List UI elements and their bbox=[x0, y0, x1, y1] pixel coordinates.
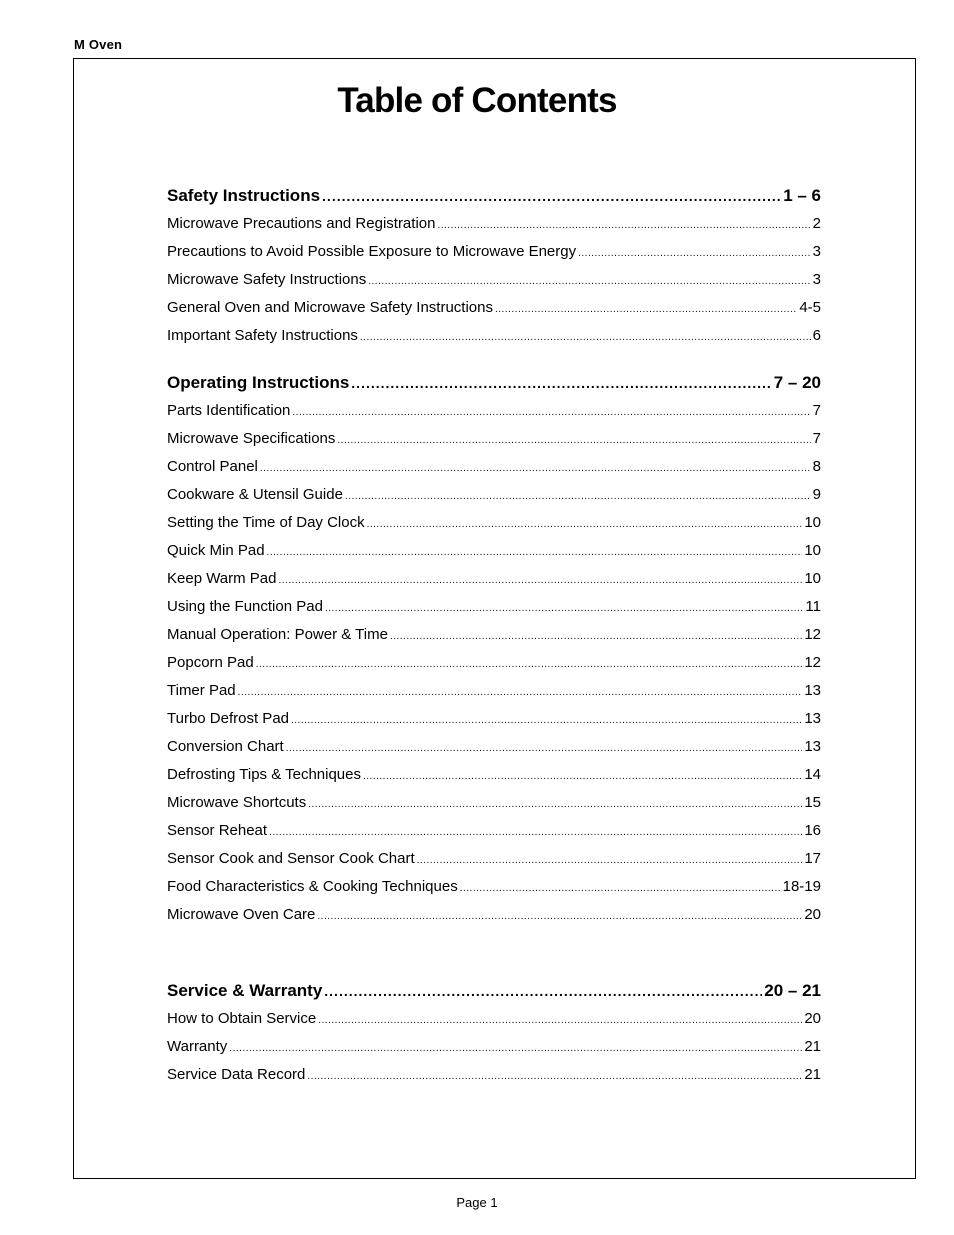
toc-entry-page: 10 bbox=[804, 570, 821, 587]
toc-entry-label: Timer Pad bbox=[167, 682, 236, 699]
dot-leader bbox=[495, 296, 797, 324]
toc-entry-label: Microwave Oven Care bbox=[167, 906, 316, 923]
toc-entry-label: Conversion Chart bbox=[167, 738, 284, 755]
dot-leader bbox=[308, 791, 802, 819]
toc-entry-label: Parts Identification bbox=[167, 402, 291, 419]
toc-entry[interactable] bbox=[167, 453, 821, 481]
toc-entry[interactable] bbox=[167, 266, 821, 294]
toc-entry[interactable] bbox=[167, 873, 821, 901]
dot-leader bbox=[256, 651, 803, 679]
toc-entry[interactable] bbox=[167, 425, 821, 453]
toc-entry-label: General Oven and Microwave Safety Instructions bbox=[167, 299, 493, 316]
dot-leader bbox=[363, 763, 802, 791]
toc-section-operating bbox=[167, 369, 821, 929]
toc-heading-label: Safety Instructions bbox=[167, 186, 321, 205]
toc-heading[interactable] bbox=[167, 182, 821, 210]
dot-leader bbox=[351, 369, 771, 397]
toc-entry[interactable] bbox=[167, 537, 821, 565]
toc-entry[interactable] bbox=[167, 294, 821, 322]
toc-entry-label: Cookware & Utensil Guide bbox=[167, 486, 343, 503]
toc-entry-page: 13 bbox=[804, 710, 821, 727]
dot-leader bbox=[307, 1063, 802, 1091]
dot-leader bbox=[324, 977, 762, 1005]
toc-entry[interactable] bbox=[167, 733, 821, 761]
toc-entry-label: Microwave Shortcuts bbox=[167, 794, 307, 811]
toc-entry-page: 20 bbox=[804, 1010, 821, 1027]
toc-entry-label: Keep Warm Pad bbox=[167, 570, 277, 587]
toc-entry[interactable] bbox=[167, 817, 821, 845]
toc-entry-label: Warranty bbox=[167, 1038, 228, 1055]
dot-leader bbox=[345, 483, 811, 511]
toc-entry-page: 14 bbox=[804, 766, 821, 783]
toc-entry-page: 3 bbox=[812, 271, 821, 288]
toc-entry[interactable] bbox=[167, 322, 821, 350]
toc-entry-label: How to Obtain Service bbox=[167, 1010, 317, 1027]
page-title: Table of Contents bbox=[337, 81, 617, 120]
dot-leader bbox=[390, 623, 802, 651]
toc-section-safety bbox=[167, 182, 821, 350]
dot-leader bbox=[279, 567, 803, 595]
toc-entry-label: Control Panel bbox=[167, 458, 258, 475]
dot-leader bbox=[368, 268, 810, 296]
toc-entry-page: 15 bbox=[804, 794, 821, 811]
toc-entry-page: 6 bbox=[812, 327, 821, 344]
toc-entry-page: 12 bbox=[804, 654, 821, 671]
toc-entry-page: 13 bbox=[804, 738, 821, 755]
toc-entry-label: Precautions to Avoid Possible Exposure to Microwave Energy bbox=[167, 243, 577, 260]
toc-heading[interactable] bbox=[167, 369, 821, 397]
dot-leader bbox=[417, 847, 803, 875]
dot-leader bbox=[325, 595, 803, 623]
toc-entry[interactable] bbox=[167, 1061, 821, 1089]
toc-entry-page: 20 bbox=[804, 906, 821, 923]
dot-leader bbox=[337, 427, 810, 455]
toc-entry[interactable] bbox=[167, 621, 821, 649]
toc-entry-page: 7 bbox=[812, 430, 821, 447]
dot-leader bbox=[460, 875, 781, 903]
toc-entry-page: 2 bbox=[812, 215, 821, 232]
toc-entry-label: Using the Function Pad bbox=[167, 598, 323, 615]
toc-entry-page: 12 bbox=[804, 626, 821, 643]
toc-entry[interactable] bbox=[167, 705, 821, 733]
toc-entry-label: Setting the Time of Day Clock bbox=[167, 514, 365, 531]
toc-entry-label: Turbo Defrost Pad bbox=[167, 710, 289, 727]
toc-heading-pages: 20 – 21 bbox=[764, 981, 821, 1000]
toc-heading-pages: 1 – 6 bbox=[783, 186, 821, 205]
dot-leader bbox=[367, 511, 803, 539]
toc-entry-page: 16 bbox=[804, 822, 821, 839]
toc-entry[interactable] bbox=[167, 761, 821, 789]
toc-entry[interactable] bbox=[167, 1005, 821, 1033]
toc-entry-label: Popcorn Pad bbox=[167, 654, 254, 671]
toc-entry[interactable] bbox=[167, 238, 821, 266]
toc-heading[interactable] bbox=[167, 977, 821, 1005]
toc-heading-label: Operating Instructions bbox=[167, 373, 350, 392]
dot-leader bbox=[229, 1035, 802, 1063]
toc-heading-label: Service & Warranty bbox=[167, 981, 323, 1000]
dot-leader bbox=[286, 735, 803, 763]
toc-entry-page: 9 bbox=[812, 486, 821, 503]
toc-entry-label: Microwave Specifications bbox=[167, 430, 336, 447]
toc-entry[interactable] bbox=[167, 210, 821, 238]
page-number: Page 1 bbox=[456, 1195, 498, 1210]
dot-leader bbox=[267, 539, 803, 567]
toc-entry-page: 7 bbox=[812, 402, 821, 419]
toc-entry-label: Manual Operation: Power & Time bbox=[167, 626, 388, 643]
toc-entry[interactable] bbox=[167, 677, 821, 705]
toc-entry-label: Microwave Precautions and Registration bbox=[167, 215, 436, 232]
toc-entry-label: Sensor Cook and Sensor Cook Chart bbox=[167, 850, 415, 867]
toc-entry-page: 3 bbox=[812, 243, 821, 260]
dot-leader bbox=[437, 212, 810, 240]
toc-entry-label: Service Data Record bbox=[167, 1066, 306, 1083]
toc-entry[interactable] bbox=[167, 565, 821, 593]
toc-entry[interactable] bbox=[167, 901, 821, 929]
dot-leader bbox=[238, 679, 803, 707]
toc-entry-page: 8 bbox=[812, 458, 821, 475]
toc-entry-page: 11 bbox=[805, 598, 821, 615]
dot-leader bbox=[269, 819, 802, 847]
toc-entry[interactable] bbox=[167, 593, 821, 621]
document-header-label: M Oven bbox=[74, 37, 123, 52]
dot-leader bbox=[260, 455, 811, 483]
dot-leader bbox=[360, 324, 811, 352]
toc-entry-label: Microwave Safety Instructions bbox=[167, 271, 367, 288]
toc-entry-page: 21 bbox=[804, 1066, 821, 1083]
toc-entry-page: 17 bbox=[804, 850, 821, 867]
dot-leader bbox=[291, 707, 802, 735]
toc-entry-page: 18-19 bbox=[782, 878, 821, 895]
toc-entry-label: Quick Min Pad bbox=[167, 542, 265, 559]
toc-entry-page: 10 bbox=[804, 542, 821, 559]
toc-entry[interactable] bbox=[167, 481, 821, 509]
toc-heading-pages: 7 – 20 bbox=[773, 373, 821, 392]
toc-entry-label: Defrosting Tips & Techniques bbox=[167, 766, 361, 783]
toc-entry[interactable] bbox=[167, 789, 821, 817]
toc-entry-label: Important Safety Instructions bbox=[167, 327, 358, 344]
toc-entry-label: Sensor Reheat bbox=[167, 822, 268, 839]
toc-entry-page: 10 bbox=[804, 514, 821, 531]
toc-section-service bbox=[167, 977, 821, 1089]
toc-entry-page: 13 bbox=[804, 682, 821, 699]
dot-leader bbox=[318, 1007, 802, 1035]
dot-leader bbox=[578, 240, 811, 268]
toc-entry[interactable] bbox=[167, 1033, 821, 1061]
toc-entry-label: Food Characteristics & Cooking Techniques bbox=[167, 878, 458, 895]
dot-leader bbox=[317, 903, 802, 931]
dot-leader bbox=[292, 399, 810, 427]
toc-entry-page: 21 bbox=[804, 1038, 821, 1055]
toc-entry[interactable] bbox=[167, 649, 821, 677]
toc-entry[interactable] bbox=[167, 397, 821, 425]
dot-leader bbox=[322, 182, 781, 210]
toc-entry[interactable] bbox=[167, 509, 821, 537]
toc-entry[interactable] bbox=[167, 845, 821, 873]
toc-entry-page: 4-5 bbox=[799, 299, 821, 316]
